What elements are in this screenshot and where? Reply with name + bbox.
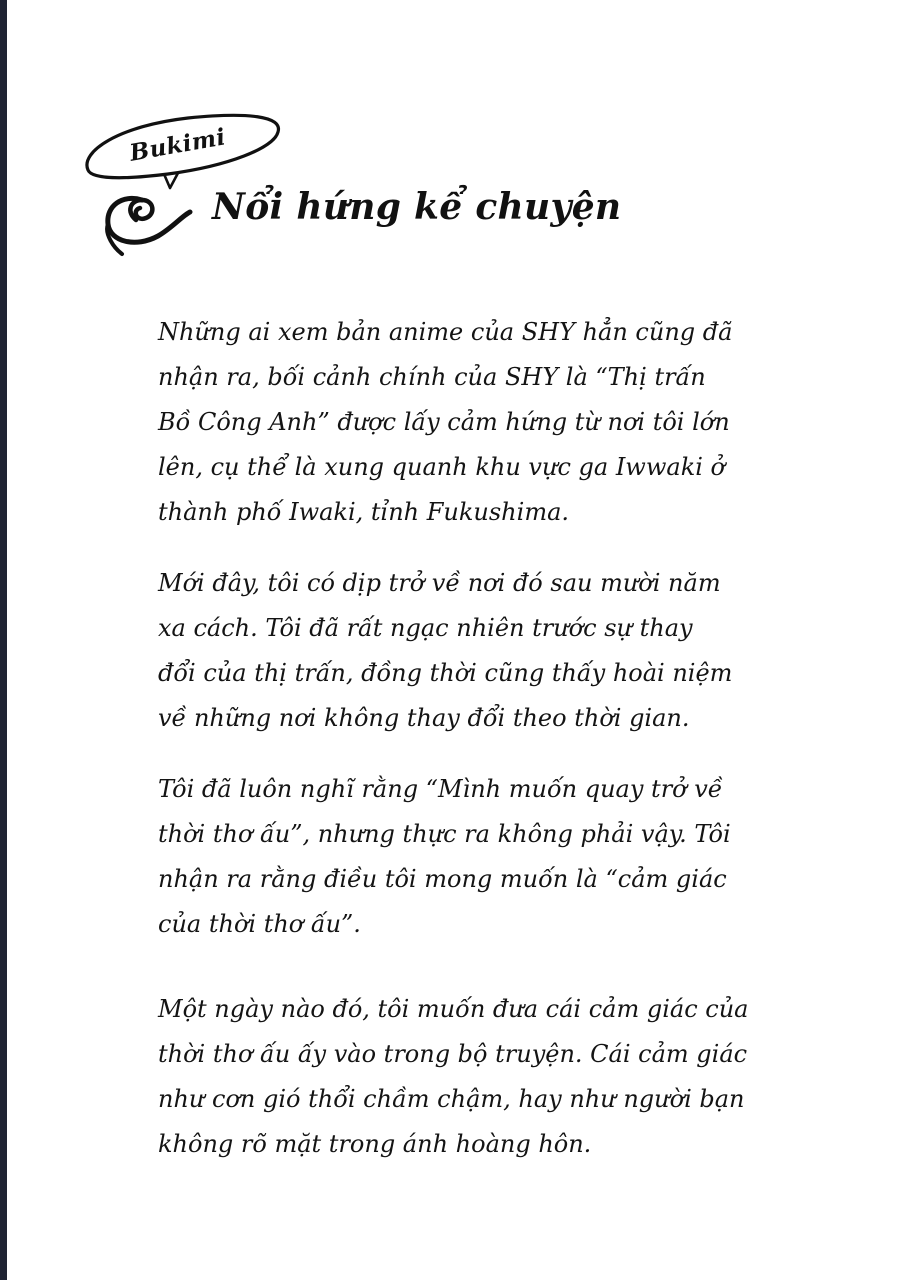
- article-body: [158, 310, 768, 1167]
- paragraph: Tôi đã luôn nghĩ rằng “Mình muốn quay trở về thời thơ ấu”, nhưng thực ra không phải vậy. Tôi nhận ra rằng điều tôi mong muốn là “cảm giác của thời thơ ấu”.: [158, 775, 731, 938]
- paragraph: Mới đây, tôi có dịp trở về nơi đó sau mười năm xa cách. Tôi đã rất ngạc nhiên trước sự thay đổi của thị trấn, đồng thời cũng thấy hoài niệm về những nơi không thay đổi theo thời gian.: [158, 569, 733, 732]
- page-title: Nổi hứng kể chuyện: [212, 186, 622, 228]
- author-name: Bukimi: [127, 123, 228, 167]
- paragraph: Một ngày nào đó, tôi muốn đưa cái cảm giác của thời thơ ấu ấy vào trong bộ truyện. Cái cảm giác như cơn gió thổi chầm chậm, hay như người bạn không rõ mặt trong ánh hoàng hôn.: [158, 995, 749, 1158]
- swirl-icon: [107, 198, 190, 254]
- paragraph: Những ai xem bản anime của SHY hẳn cũng đã nhận ra, bối cảnh chính của SHY là “Thị trấn Bồ Công Anh” được lấy cảm hứng từ nơi tôi lớn lên, cụ thể là xung quanh khu vực ga Iwwaki ở thành phố Iwaki, tỉnh Fukushima.: [158, 318, 733, 526]
- page-edge-border: [0, 0, 7, 1280]
